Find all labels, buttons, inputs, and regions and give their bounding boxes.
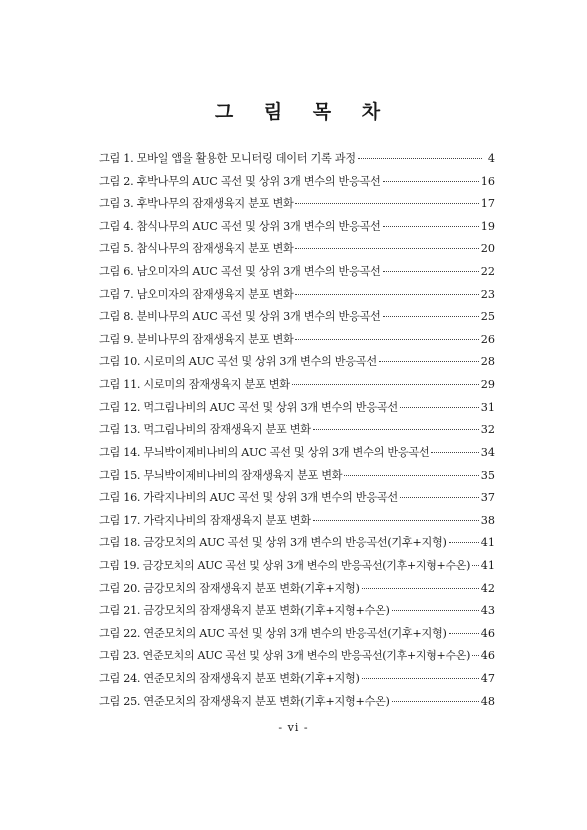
dot-leader (383, 181, 479, 182)
figure-list (99, 148, 495, 713)
toc-entry-label: 그림 22. 연준모치의 AUC 곡선 및 상위 3개 변수의 반응곡선(기후+지형) (99, 626, 447, 640)
toc-entry-page: 41 (480, 558, 495, 572)
toc-entry[interactable] (99, 419, 495, 442)
toc-entry[interactable] (99, 578, 495, 601)
toc-entry[interactable] (99, 306, 495, 329)
toc-entry-label: 그림 13. 먹그림나비의 잠재생육지 분포 변화 (99, 423, 311, 437)
toc-entry-page: 42 (480, 581, 495, 595)
toc-entry-page: 22 (480, 265, 495, 279)
toc-entry[interactable] (99, 284, 495, 307)
toc-entry-page: 46 (480, 626, 495, 640)
toc-entry-label: 그림 14. 무늬박이제비나비의 AUC 곡선 및 상위 3개 변수의 반응곡선 (99, 445, 430, 459)
toc-entry-page: 35 (480, 468, 495, 482)
page-title: 그 림 목 차 (214, 101, 393, 123)
toc-entry-label: 그림 23. 연준모치의 AUC 곡선 및 상위 3개 변수의 반응곡선(기후+지형+수온) (99, 649, 471, 663)
toc-entry[interactable] (99, 261, 495, 284)
dot-leader (472, 655, 479, 656)
toc-entry-label: 그림 17. 가락지나비의 잠재생육지 분포 변화 (99, 513, 311, 527)
toc-entry[interactable] (99, 193, 495, 216)
toc-entry-label: 그림 6. 남오미자의 AUC 곡선 및 상위 3개 변수의 반응곡선 (99, 265, 381, 279)
toc-entry[interactable] (99, 329, 495, 352)
toc-entry[interactable] (99, 148, 495, 171)
toc-entry-page: 34 (480, 445, 495, 459)
toc-entry[interactable] (99, 555, 495, 578)
toc-entry[interactable] (99, 487, 495, 510)
dot-leader (295, 248, 478, 249)
toc-entry-page: 46 (480, 649, 495, 663)
dot-leader (292, 384, 479, 385)
dot-leader (392, 701, 479, 702)
toc-entry-label: 그림 5. 참식나무의 잠재생육지 분포 변화 (99, 242, 294, 256)
toc-entry-label: 그림 24. 연준모치의 잠재생육지 분포 변화(기후+지형) (99, 672, 360, 686)
toc-entry-page: 19 (480, 219, 495, 233)
toc-entry-page: 26 (480, 332, 495, 346)
toc-entry-page: 23 (480, 287, 495, 301)
dot-leader (392, 610, 479, 611)
dot-leader (400, 407, 479, 408)
toc-entry-page: 37 (480, 491, 495, 505)
dot-leader (344, 475, 478, 476)
toc-entry-label: 그림 3. 후박나무의 잠재생육지 분포 변화 (99, 197, 294, 211)
toc-entry[interactable] (99, 442, 495, 465)
dot-leader (383, 271, 479, 272)
toc-entry[interactable] (99, 374, 495, 397)
toc-entry-label: 그림 18. 금강모치의 AUC 곡선 및 상위 3개 변수의 반응곡선(기후+지형) (99, 536, 447, 550)
toc-entry-label: 그림 8. 분비나무의 AUC 곡선 및 상위 3개 변수의 반응곡선 (99, 310, 381, 324)
dot-leader (295, 339, 478, 340)
dot-leader (400, 497, 479, 498)
toc-entry-label: 그림 11. 시로미의 잠재생육지 분포 변화 (99, 378, 290, 392)
toc-entry-page: 16 (480, 174, 495, 188)
toc-entry[interactable] (99, 216, 495, 239)
dot-leader (449, 633, 479, 634)
toc-entry[interactable] (99, 645, 495, 668)
toc-entry[interactable] (99, 171, 495, 194)
toc-entry-page: 4 (487, 152, 495, 165)
toc-entry-label: 그림 12. 먹그림나비의 AUC 곡선 및 상위 3개 변수의 반응곡선 (99, 400, 398, 414)
dot-leader (383, 226, 479, 227)
dot-leader (472, 565, 479, 566)
toc-entry[interactable] (99, 600, 495, 623)
dot-leader (313, 429, 479, 430)
toc-entry-label: 그림 10. 시로미의 AUC 곡선 및 상위 3개 변수의 반응곡선 (99, 355, 377, 369)
toc-entry-label: 그림 7. 남오미자의 잠재생육지 분포 변화 (99, 287, 294, 301)
toc-entry-page: 47 (480, 672, 495, 686)
toc-entry-page: 28 (480, 355, 495, 369)
toc-entry-label: 그림 19. 금강모치의 AUC 곡선 및 상위 3개 변수의 반응곡선(기후+지형+수온) (99, 558, 471, 572)
toc-entry-page: 48 (480, 694, 495, 708)
page-number-footer: - vi - (278, 721, 309, 734)
toc-entry-page: 31 (480, 400, 495, 414)
toc-entry[interactable] (99, 465, 495, 488)
toc-entry[interactable] (99, 623, 495, 646)
toc-entry-label: 그림 15. 무늬박이제비나비의 잠재생육지 분포 변화 (99, 468, 343, 482)
dot-leader (383, 316, 479, 317)
toc-entry-page: 41 (480, 536, 495, 550)
toc-entry-label: 그림 25. 연준모치의 잠재생육지 분포 변화(기후+지형+수온) (99, 694, 390, 708)
toc-entry-page: 25 (480, 310, 495, 324)
toc-entry-label: 그림 2. 후박나무의 AUC 곡선 및 상위 3개 변수의 반응곡선 (99, 174, 381, 188)
toc-entry-page: 20 (480, 242, 495, 256)
toc-entry-label: 그림 21. 금강모치의 잠재생육지 분포 변화(기후+지형+수온) (99, 604, 390, 618)
dot-leader (295, 294, 478, 295)
toc-entry-page: 32 (480, 423, 495, 437)
dot-leader (431, 452, 478, 453)
toc-entry[interactable] (99, 510, 495, 533)
toc-entry-page: 43 (480, 604, 495, 618)
toc-entry[interactable] (99, 691, 495, 714)
toc-entry-label: 그림 1. 모바일 앱을 활용한 모니터링 데이터 기록 과정 (99, 152, 356, 165)
dot-leader (313, 520, 479, 521)
toc-entry[interactable] (99, 397, 495, 420)
dot-leader (295, 203, 478, 204)
dot-leader (362, 678, 479, 679)
toc-entry[interactable] (99, 238, 495, 261)
dot-leader (362, 588, 479, 589)
toc-entry[interactable] (99, 351, 495, 374)
toc-entry[interactable] (99, 668, 495, 691)
toc-entry-page: 17 (480, 197, 495, 211)
toc-entry-label: 그림 9. 분비나무의 잠재생육지 분포 변화 (99, 332, 294, 346)
toc-entry-page: 38 (480, 513, 495, 527)
dot-leader (358, 158, 482, 159)
toc-entry-label: 그림 16. 가락지나비의 AUC 곡선 및 상위 3개 변수의 반응곡선 (99, 491, 398, 505)
toc-entry[interactable] (99, 532, 495, 555)
dot-leader (379, 361, 479, 362)
toc-entry-label: 그림 20. 금강모치의 잠재생육지 분포 변화(기후+지형) (99, 581, 360, 595)
toc-entry-page: 29 (480, 378, 495, 392)
toc-entry-label: 그림 4. 참식나무의 AUC 곡선 및 상위 3개 변수의 반응곡선 (99, 219, 381, 233)
dot-leader (449, 542, 479, 543)
